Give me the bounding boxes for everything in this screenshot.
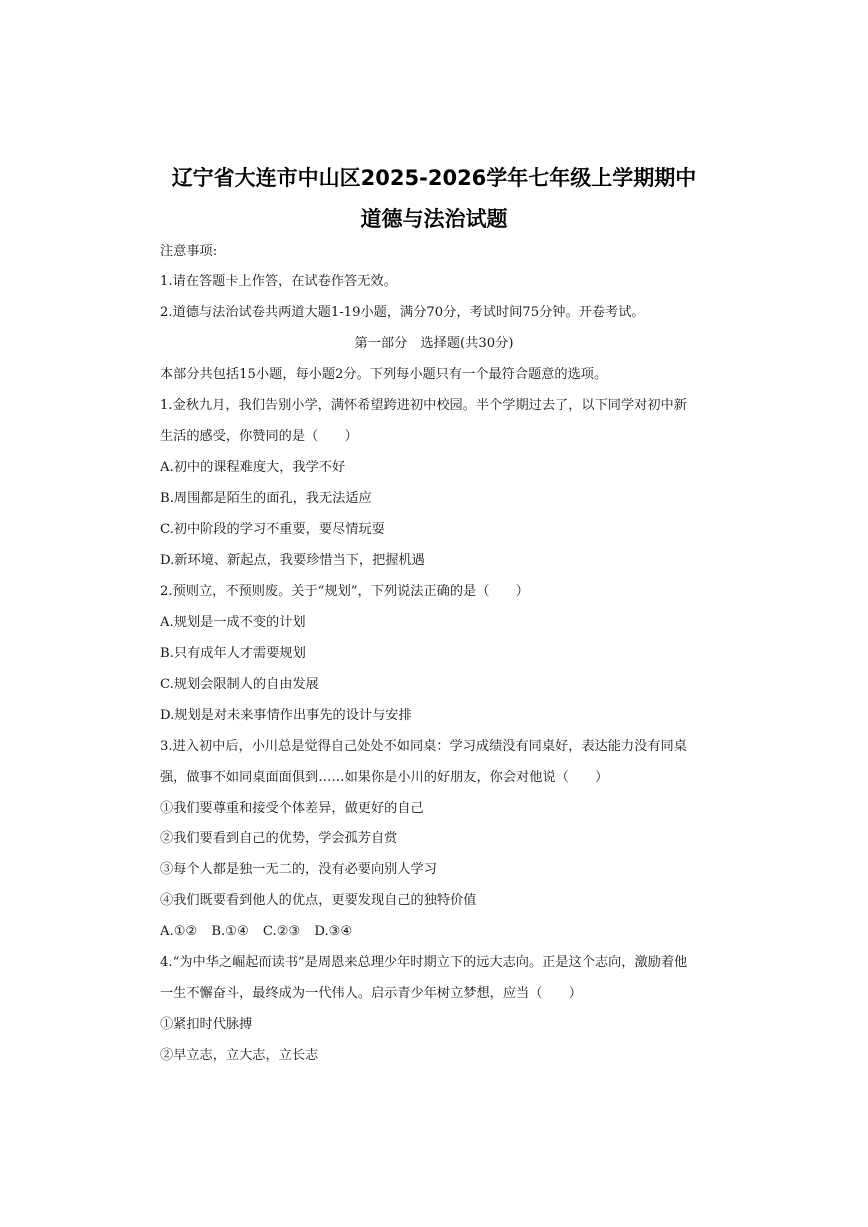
q4-item-1: ①紧扣时代脉搏 — [160, 1017, 253, 1032]
q1-stem-line1: 1.金秋九月，我们告别小学，满怀希望跨进初中校园。半个学期过去了，以下同学对初中新 — [160, 398, 687, 413]
q1-stem-line2: 生活的感受，你赞同的是（ ） — [160, 429, 358, 444]
q2-option-d: D.规划是对未来事情作出事先的设计与安排 — [160, 708, 412, 723]
q1-option-c: C.初中阶段的学习不重要，要尽情玩耍 — [160, 522, 385, 537]
q3-stem-line1: 3.进入初中后，小川总是觉得自己处处不如同桌：学习成绩没有同桌好，表达能力没有同桌 — [160, 739, 687, 754]
notice-heading: 注意事项: — [160, 244, 218, 259]
q3-option-a: A.①② — [160, 924, 198, 939]
q3-item-2: ②我们要看到自己的优势，学会孤芳自赏 — [160, 831, 398, 846]
q4-item-2: ②早立志，立大志，立长志 — [160, 1048, 319, 1063]
q3-option-b: B.①④ — [211, 924, 249, 939]
notice-item-1: 1.请在答题卡上作答，在试卷作答无效。 — [160, 274, 397, 289]
q2-option-b: B.只有成年人才需要规划 — [160, 646, 306, 661]
q3-item-4: ④我们既要看到他人的优点，更要发现自己的独特价值 — [160, 893, 477, 908]
q2-stem: 2.预则立，不预则废。关于“规划”，下列说法正确的是（ ） — [160, 584, 529, 599]
q3-option-c: C.②③ — [262, 924, 301, 939]
notice-item-2: 2.道德与法治试卷共两道大题1-19小题，满分70分，考试时间75分钟。开卷考试。 — [160, 305, 645, 320]
q1-option-a: A.初中的课程难度大，我学不好 — [160, 460, 346, 475]
q3-item-3: ③每个人都是独一无二的，没有必要向别人学习 — [160, 862, 437, 877]
q1-option-b: B.周围都是陌生的面孔，我无法适应 — [160, 491, 372, 506]
q1-option-d: D.新环境、新起点，我要珍惜当下，把握机遇 — [160, 553, 425, 568]
q2-option-a: A.规划是一成不变的计划 — [160, 615, 306, 630]
q3-stem-line2: 强，做事不如同桌面面俱到……如果你是小川的好朋友，你会对他说（ ） — [160, 770, 609, 785]
part-one-heading: 第一部分 选择题(共30分) — [354, 336, 514, 351]
q2-option-c: C.规划会限制人的自由发展 — [160, 677, 319, 692]
q3-options-row — [160, 923, 366, 941]
q3-item-1: ①我们要尊重和接受个体差异，做更好的自己 — [160, 801, 424, 816]
exam-subtitle: 道德与法治试题 — [360, 207, 508, 231]
q4-stem-line1: 4.“为中华之崛起而读书”是周恩来总理少年时期立下的远大志向。正是这个志向，激励着他 — [160, 955, 688, 970]
part-one-instruction: 本部分共包括15小题，每小题2分。下列每小题只有一个最符合题意的选项。 — [160, 367, 608, 382]
q3-option-d: D.③④ — [314, 924, 353, 939]
exam-title: 辽宁省大连市中山区2025-2026学年七年级上学期期中 — [171, 166, 697, 190]
q4-stem-line2: 一生不懈奋斗，最终成为一代伟人。启示青少年树立梦想，应当（ ） — [160, 986, 582, 1001]
